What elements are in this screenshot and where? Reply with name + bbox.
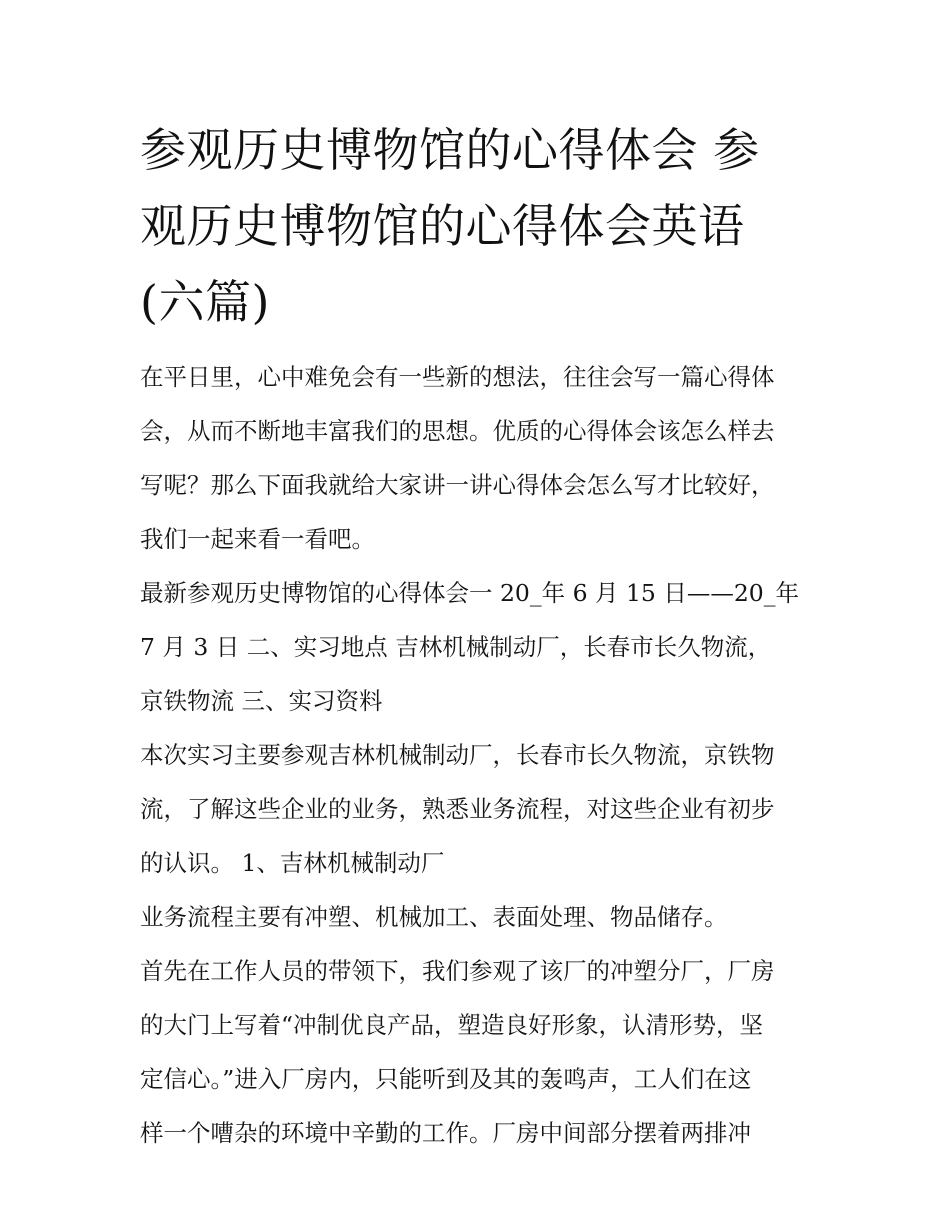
body-line: 会，从而不断地丰富我们的思想。优质的心得体会该怎么样去 bbox=[140, 417, 775, 445]
body-line: 的大门上写着“冲制优良产品，塑造良好形象，认清形势，坚 bbox=[140, 1011, 764, 1039]
document-title bbox=[140, 112, 820, 340]
body-line: 在平日里，心中难免会有一些新的想法，往往会写一篇心得体 bbox=[140, 363, 775, 391]
body-line: 我们一起来看一看吧。 bbox=[140, 525, 375, 553]
body-line: 流，了解这些企业的业务，熟悉业务流程，对这些企业有初步 bbox=[140, 795, 775, 823]
body-line: 的认识。 1、吉林机械制动厂 bbox=[140, 849, 445, 877]
body-line: 7 月 3 日 二、实习地点 吉林机械制动厂，长春市长久物流， bbox=[140, 633, 772, 661]
title-line: (六篇) bbox=[140, 275, 270, 329]
body-line: 最新参观历史博物馆的心得体会一 20_年 6 月 15 日——20_年 bbox=[140, 579, 800, 607]
body-line: 定信心。”进入厂房内，只能听到及其的轰鸣声，工人们在这 bbox=[140, 1065, 752, 1093]
body-line: 写呢？那么下面我就给大家讲一讲心得体会怎么写才比较好， bbox=[140, 471, 775, 499]
body-line: 业务流程主要有冲塑、机械加工、表面处理、物品储存。 bbox=[140, 903, 728, 931]
body-line: 本次实习主要参观吉林机械制动厂，长春市长久物流，京铁物 bbox=[140, 741, 775, 769]
title-line: 观历史博物馆的心得体会英语 bbox=[140, 199, 745, 253]
document-body bbox=[140, 350, 830, 1160]
body-line: 首先在工作人员的带领下，我们参观了该厂的冲塑分厂，厂房 bbox=[140, 957, 775, 985]
title-line: 参观历史博物馆的心得体会 参 bbox=[140, 123, 760, 177]
body-line: 样一个嘈杂的环境中辛勤的工作。厂房中间部分摆着两排冲 bbox=[140, 1119, 751, 1147]
body-line: 京铁物流 三、实习资料 bbox=[140, 687, 383, 715]
